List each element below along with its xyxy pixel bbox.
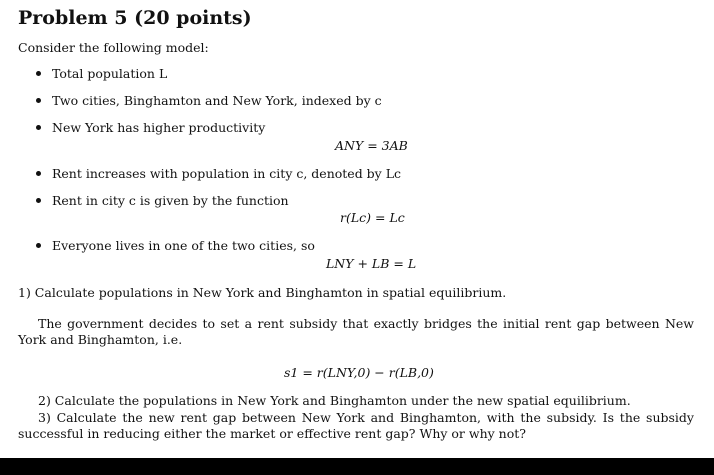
bullet-productivity: New York has higher productivity [52, 120, 266, 135]
bullet-total-population: Total population L [52, 66, 168, 81]
problem-title: Problem 5 (20 points) [18, 7, 252, 29]
bullet-marker [36, 71, 41, 76]
bottom-black-bar [0, 458, 714, 475]
subsidy-paragraph [18, 316, 694, 348]
bullet-marker [36, 243, 41, 248]
equation-population-sum: LNY + LB = L [326, 256, 417, 271]
equation-rent-function: r(Lc) = Lc [340, 210, 405, 225]
equation-subsidy: s1 = r(LNY,0) − r(LB,0) [284, 365, 434, 380]
bullet-two-cities: Two cities, Binghamton and New York, indexed by c [52, 93, 382, 108]
question-3-text: 3) Calculate the new rent gap between New York and Binghamton, with the subsidy. Is the subsidy successful in reducing either the market or effective rent gap? Why or why not? [18, 410, 694, 441]
bullet-marker [36, 125, 41, 130]
bullet-marker [36, 198, 41, 203]
subsidy-paragraph-text: The government decides to set a rent subsidy that exactly bridges the initial rent gap between New York and Binghamton, i.e. [18, 316, 694, 347]
bullet-everyone-lives: Everyone lives in one of the two cities, so [52, 238, 315, 253]
intro-text: Consider the following model: [18, 40, 209, 55]
bullet-marker [36, 98, 41, 103]
bullet-rent-function: Rent in city c is given by the function [52, 193, 289, 208]
equation-productivity: ANY = 3AB [335, 138, 408, 153]
question-1: 1) Calculate populations in New York and Binghamton in spatial equilibrium. [18, 285, 507, 300]
question-3 [18, 410, 694, 442]
bullet-marker [36, 171, 41, 176]
bullet-rent-increases: Rent increases with population in city c, denoted by Lc [52, 166, 402, 181]
question-2: 2) Calculate the populations in New York and Binghamton under the new spatial equilibrium. [38, 393, 631, 408]
